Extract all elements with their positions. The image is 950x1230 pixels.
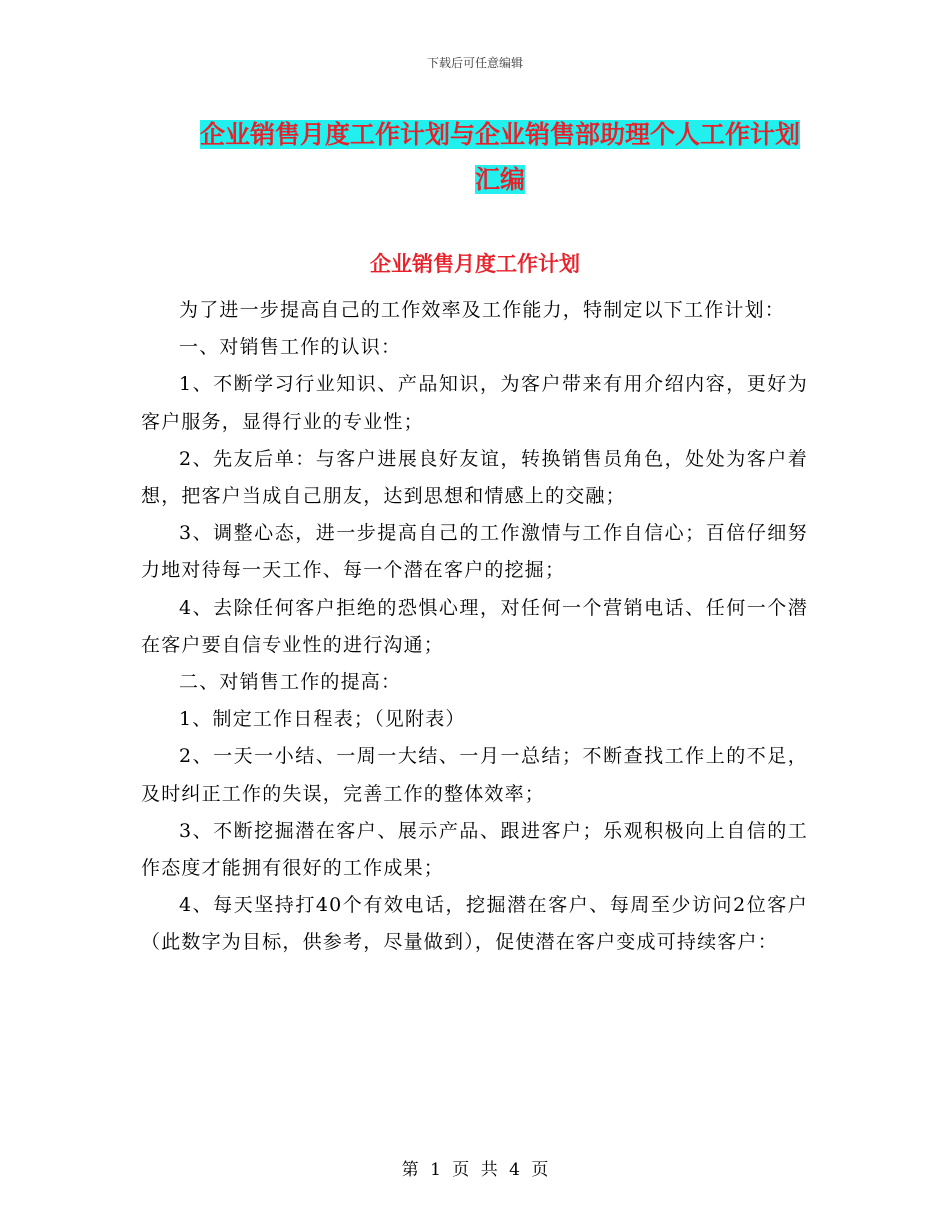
paragraph: 4、每天坚持打40个有效电话，挖掘潜在客户、每周至少访问2位客户（此数字为目标，供参考，尽量做到），促使潜在客户变成可持续客户： [141,894,808,954]
paragraph: 一、对销售工作的认识： [179,336,402,359]
section-title: 企业销售月度工作计划 [370,251,580,276]
paragraph: 2、一天一小结、一周一大结、一月一总结；不断查找工作上的不足，及时纠正工作的失误，完善工作的整体效率； [141,745,808,805]
paragraph: 2、先友后单：与客户进展良好友谊，转换销售员角色，处处为客户着想，把客户当成自己朋友，达到思想和情感上的交融； [141,447,808,508]
header-note: 下载后可任意编辑 [426,56,523,70]
paragraph: 3、调整心态，进一步提高自己的工作激情与工作自信心；百倍仔细努力地对待每一天工作、每一个潜在客户的挖掘； [141,522,808,582]
paragraph: 1、不断学习行业知识、产品知识，为客户带来有用介绍内容，更好为客户服务，显得行业的专业性； [141,373,808,433]
page-footer: 第 1 页 共 4 页 [401,1160,549,1180]
paragraph: 1、制定工作日程表；（见附表） [179,708,466,731]
paragraph: 二、对销售工作的提高： [179,671,402,694]
paragraph: 4、去除任何客户拒绝的恐惧心理，对任何一个营销电话、任何一个潜在客户要自信专业性的进行沟通； [141,596,808,656]
paragraph: 为了进一步提高自己的工作效率及工作能力，特制定以下工作计划： [179,299,786,321]
main-title [190,112,810,202]
paragraph: 3、不断挖掘潜在客户、展示产品、跟进客户；乐观积极向上自信的工作态度才能拥有很好的工作成果； [141,819,808,880]
body-text [141,292,808,962]
main-title-text: 企业销售月度工作计划与企业销售部助理个人工作计划汇编 [199,120,800,194]
